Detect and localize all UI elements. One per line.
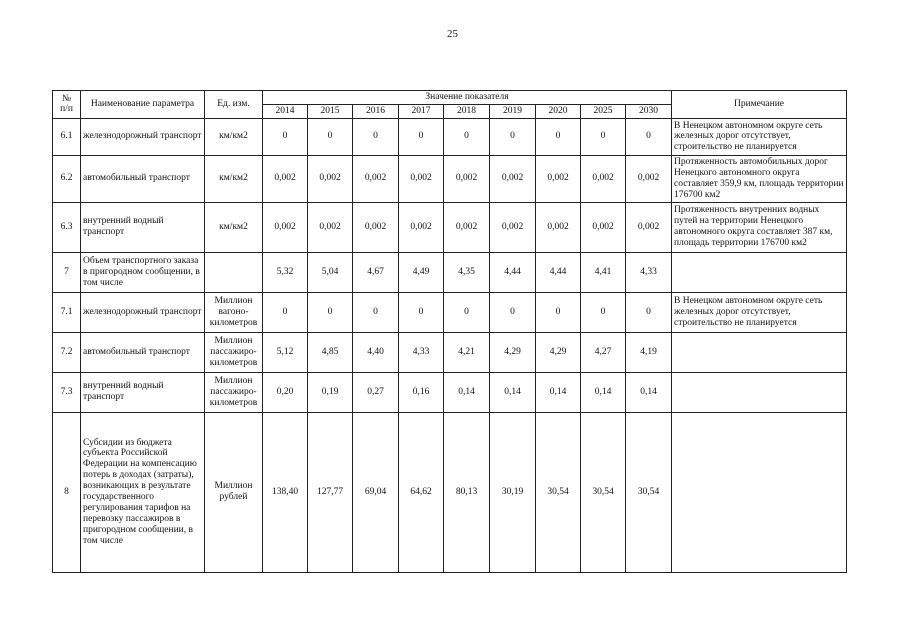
row-unit: Миллион вагоно-километров [205, 292, 263, 332]
row-value-cell: 0,002 [444, 202, 490, 252]
row-parameter-name: железнодорожный транспорт [81, 118, 205, 155]
row-value-cell: 0 [263, 118, 308, 155]
row-index: 8 [53, 412, 81, 572]
row-note: В Ненецком автономном округе сеть железных дорог отсутствует, строительство не планируется [672, 118, 847, 155]
row-value-cell: 4,41 [581, 252, 626, 292]
row-value-cell: 0,002 [490, 155, 536, 202]
row-value-cell: 5,12 [263, 332, 308, 372]
row-parameter-name: внутренний водный транспорт [81, 202, 205, 252]
header-parameter: Наименование параметра [81, 91, 205, 119]
row-value-cell: 0,002 [308, 202, 353, 252]
header-year: 2025 [581, 104, 626, 118]
row-value-cell: 4,44 [490, 252, 536, 292]
row-index: 6.3 [53, 202, 81, 252]
row-value-cell: 4,27 [581, 332, 626, 372]
row-note [672, 412, 847, 572]
row-value-cell: 0 [444, 118, 490, 155]
row-value-cell: 0,002 [581, 155, 626, 202]
row-index: 7.3 [53, 372, 81, 412]
row-value-cell: 0 [444, 292, 490, 332]
row-parameter-name: автомобильный транспорт [81, 332, 205, 372]
table-body [53, 118, 847, 572]
table-row [53, 412, 847, 572]
row-note: В Ненецком автономном округе сеть железных дорог отсутствует, строительство не планируется [672, 292, 847, 332]
table-row [53, 252, 847, 292]
row-value-cell: 4,21 [444, 332, 490, 372]
header-year: 2020 [536, 104, 581, 118]
row-value-cell: 0,27 [353, 372, 399, 412]
row-parameter-name: внутренний водный транспорт [81, 372, 205, 412]
row-value-cell: 0 [399, 118, 444, 155]
row-parameter-name: Объем транспортного заказа в пригородном сообщении, в том числе [81, 252, 205, 292]
row-unit: км/км2 [205, 155, 263, 202]
header-note: Примечание [672, 91, 847, 119]
row-value-cell: 0 [353, 292, 399, 332]
row-parameter-name: Субсидии из бюджета субъекта Российской Федерации на компенсацию потерь в доходах (затраты), возникающих в результате государственного регулирования тарифов на перевозку пассажиров в пригородном сообщении, в том числе [81, 412, 205, 572]
row-value-cell: 0 [490, 292, 536, 332]
row-value-cell: 0,002 [263, 155, 308, 202]
row-unit: Миллион пассажиро-километров [205, 372, 263, 412]
row-value-cell: 0,002 [581, 202, 626, 252]
row-value-cell: 0,002 [399, 202, 444, 252]
row-value-cell: 4,35 [444, 252, 490, 292]
row-value-cell: 0 [626, 292, 672, 332]
row-value-cell: 4,44 [536, 252, 581, 292]
row-value-cell: 0,20 [263, 372, 308, 412]
row-unit: Миллион пассажиро-километров [205, 332, 263, 372]
row-index: 6.2 [53, 155, 81, 202]
row-unit: км/км2 [205, 202, 263, 252]
row-value-cell: 0,002 [444, 155, 490, 202]
row-value-cell: 4,49 [399, 252, 444, 292]
header-year: 2016 [353, 104, 399, 118]
row-value-cell: 4,19 [626, 332, 672, 372]
row-index: 7.1 [53, 292, 81, 332]
header-year: 2015 [308, 104, 353, 118]
row-value-cell: 127,77 [308, 412, 353, 572]
row-value-cell: 0 [581, 118, 626, 155]
table-row [53, 202, 847, 252]
row-value-cell: 80,13 [444, 412, 490, 572]
row-value-cell: 0,19 [308, 372, 353, 412]
row-parameter-name: автомобильный транспорт [81, 155, 205, 202]
row-value-cell: 0,14 [626, 372, 672, 412]
row-value-cell: 0 [626, 118, 672, 155]
row-unit [205, 252, 263, 292]
row-value-cell: 4,33 [399, 332, 444, 372]
row-value-cell: 30,19 [490, 412, 536, 572]
row-value-cell: 0,14 [536, 372, 581, 412]
row-value-cell: 4,29 [490, 332, 536, 372]
row-value-cell: 0,002 [353, 155, 399, 202]
table-row [53, 372, 847, 412]
row-value-cell: 4,29 [536, 332, 581, 372]
row-value-cell: 4,33 [626, 252, 672, 292]
row-value-cell: 5,32 [263, 252, 308, 292]
row-value-cell: 4,67 [353, 252, 399, 292]
row-note [672, 252, 847, 292]
table-header-row [53, 91, 847, 105]
table-row [53, 292, 847, 332]
table-row [53, 118, 847, 155]
row-value-cell: 30,54 [581, 412, 626, 572]
table-row [53, 155, 847, 202]
row-parameter-name: железнодорожный транспорт [81, 292, 205, 332]
row-value-cell: 0 [308, 292, 353, 332]
row-value-cell: 64,62 [399, 412, 444, 572]
page-number: 25 [447, 28, 458, 40]
row-value-cell: 5,04 [308, 252, 353, 292]
row-value-cell: 0,002 [353, 202, 399, 252]
row-value-cell: 0 [308, 118, 353, 155]
row-unit: км/км2 [205, 118, 263, 155]
row-value-cell: 0,002 [626, 202, 672, 252]
row-note [672, 332, 847, 372]
row-value-cell: 0,16 [399, 372, 444, 412]
row-value-cell: 0,14 [444, 372, 490, 412]
row-value-cell: 0 [536, 118, 581, 155]
header-index: № п/п [53, 91, 81, 119]
header-year: 2018 [444, 104, 490, 118]
row-value-cell: 4,85 [308, 332, 353, 372]
row-value-cell: 30,54 [626, 412, 672, 572]
row-value-cell: 0 [536, 292, 581, 332]
row-value-cell: 138,40 [263, 412, 308, 572]
row-index: 6.1 [53, 118, 81, 155]
row-note: Протяженность внутренних водных путей на территории Ненецкого автономного округа составляет 387 км, площадь территории 176700 км2 [672, 202, 847, 252]
row-value-cell: 0 [581, 292, 626, 332]
header-unit: Ед. изм. [205, 91, 263, 119]
header-year: 2017 [399, 104, 444, 118]
row-value-cell: 0,002 [308, 155, 353, 202]
row-value-cell: 0,14 [581, 372, 626, 412]
row-note: Протяженность автомобильных дорог Ненецкого автономного округа составляет 359,9 км, площадь территории 176700 км2 [672, 155, 847, 202]
header-year: 2014 [263, 104, 308, 118]
row-value-cell: 0,002 [536, 202, 581, 252]
row-value-cell: 4,40 [353, 332, 399, 372]
row-value-cell: 0,002 [490, 202, 536, 252]
row-value-cell: 0,002 [263, 202, 308, 252]
row-value-cell: 30,54 [536, 412, 581, 572]
row-value-cell: 0 [263, 292, 308, 332]
row-value-cell: 69,04 [353, 412, 399, 572]
table-row [53, 332, 847, 372]
row-unit: Миллион рублей [205, 412, 263, 572]
header-year: 2030 [626, 104, 672, 118]
row-value-cell: 0,14 [490, 372, 536, 412]
row-index: 7 [53, 252, 81, 292]
row-value-cell: 0 [490, 118, 536, 155]
row-value-cell: 0 [399, 292, 444, 332]
row-value-cell: 0,002 [536, 155, 581, 202]
row-value-cell: 0,002 [626, 155, 672, 202]
header-value-group: Значение показателя [263, 91, 672, 105]
row-value-cell: 0 [353, 118, 399, 155]
header-year: 2019 [490, 104, 536, 118]
row-note [672, 372, 847, 412]
row-index: 7.2 [53, 332, 81, 372]
row-value-cell: 0,002 [399, 155, 444, 202]
indicator-table [52, 90, 847, 573]
